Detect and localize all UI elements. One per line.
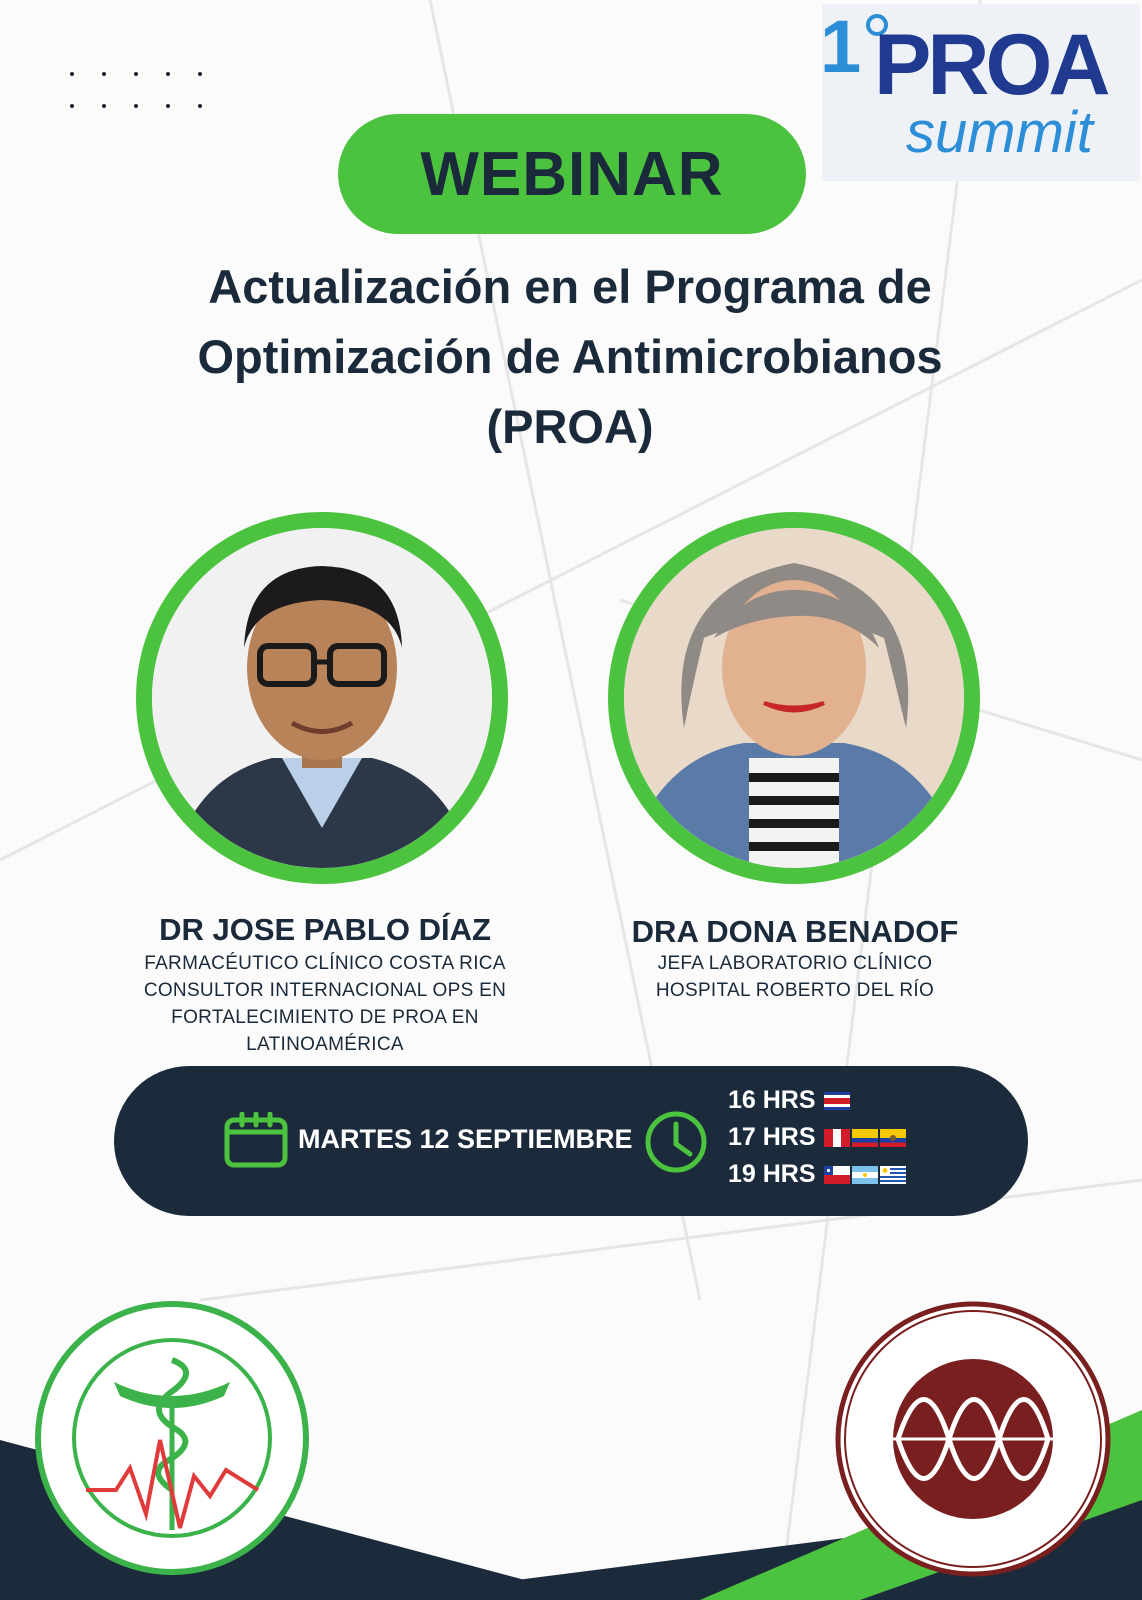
time-label: 19 HRS [728,1160,816,1188]
speaker-2-role [580,950,1010,1004]
time-label: 17 HRS [728,1123,816,1151]
ecuador-flag-icon [880,1129,906,1147]
speaker-2-role-line: JEFA LABORATORIO CLÍNICO [657,953,933,974]
time-label: 16 HRS [728,1086,816,1114]
speaker-1-portrait-image [152,528,492,868]
speaker-1-name: DR JOSE PABLO DÍAZ [159,912,491,947]
speaker-1-role-line: CONSULTOR INTERNACIONAL OPS EN [143,980,507,1001]
argentina-flag-icon [852,1166,878,1184]
time-row-19 [728,1160,906,1189]
uruguay-flag-icon [880,1166,906,1184]
socimed-seal-graphic [834,1300,1112,1578]
speaker-2-name: DRA DONA BENADOF [631,914,959,949]
speaker-2-portrait-image [624,528,964,868]
event-date: MARTES 12 SEPTIEMBRE [298,1124,633,1154]
logo-number: 1 [820,5,862,88]
logo-brand: PROA [874,17,1107,113]
title-line-1: Actualización en el Programa de [208,260,932,313]
sociedad-chilena-medicina-intensiva-logo [834,1300,1112,1578]
speaker-1-role-line: LATINOAMÉRICA [246,1034,404,1055]
speaker-2-photo [608,512,980,884]
costa-rica-flag-icon [824,1092,850,1110]
title-line-2: Optimización de Antimicrobianos [197,330,943,383]
proa-summit-logo [822,4,1140,181]
webinar-label: WEBINAR [420,139,724,209]
clock-icon [644,1110,708,1174]
time-row-16 [728,1086,850,1115]
calendar-icon [224,1112,288,1168]
event-title [60,252,1080,462]
speaker-2-role-line: HOSPITAL ROBERTO DEL RÍO [655,980,935,1001]
peru-flag-icon [824,1129,850,1147]
logo-sub: summit [906,100,1093,165]
speaker-1-photo [136,512,508,884]
speaker-1-role-line: FARMACÉUTICO CLÍNICO COSTA RICA [144,953,506,974]
farmacia-seal-graphic [34,1300,310,1576]
chile-flag-icon [824,1166,850,1184]
speaker-1-role [100,950,550,1058]
webinar-badge [338,114,806,234]
speaker-1-role-line: FORTALECIMIENTO DE PROA EN [171,1007,479,1028]
division-farmacia-clinica-logo [34,1300,310,1576]
colombia-flag-icon [852,1129,878,1147]
time-row-17 [728,1123,906,1152]
title-line-3: (PROA) [486,400,654,453]
dot-grid-decoration [70,72,210,112]
